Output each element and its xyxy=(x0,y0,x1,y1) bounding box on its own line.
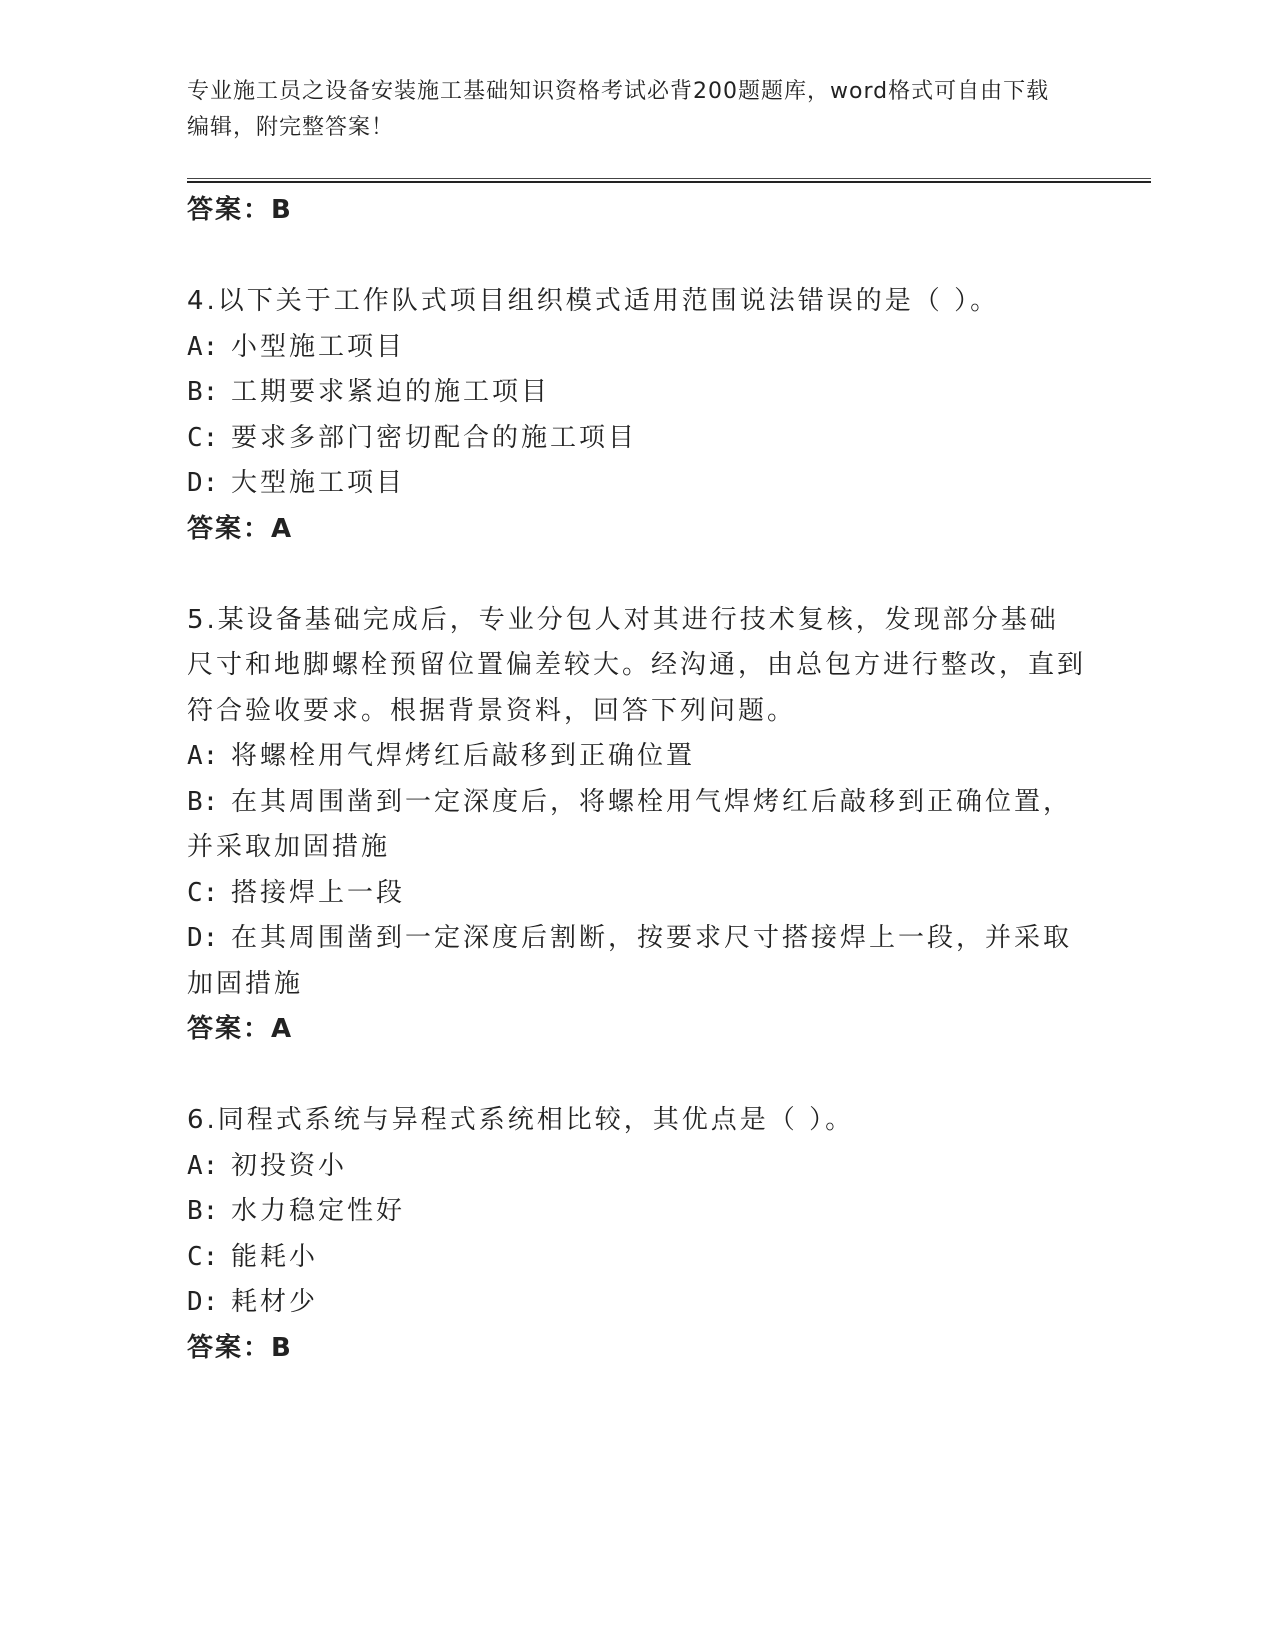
question-stem: 6.同程式系统与异程式系统相比较，其优点是（ ）。 xyxy=(187,1105,855,1135)
option-label: D: xyxy=(187,923,219,953)
option-text: 在其周围凿到一定深度后割断，按要求尺寸搭接焊上一段，并采取加固措施 xyxy=(187,923,1073,999)
option-b xyxy=(187,370,1087,416)
previous-answer: 答案：B xyxy=(187,195,293,225)
option-c xyxy=(187,1235,1087,1281)
option-b xyxy=(187,1189,1087,1235)
option-text: 水力稳定性好 xyxy=(231,1196,406,1226)
option-text: 搭接焊上一段 xyxy=(231,877,406,908)
option-text: 能耗小 xyxy=(231,1241,319,1272)
option-label: C: xyxy=(187,1241,219,1272)
option-c xyxy=(187,871,1087,917)
option-a xyxy=(187,325,1087,371)
option-text: 要求多部门密切配合的施工项目 xyxy=(231,422,638,453)
option-label: A: xyxy=(187,331,219,362)
option-label: D: xyxy=(187,1287,219,1317)
question-list xyxy=(187,188,1087,1371)
spacer xyxy=(187,552,1087,598)
question-block-5 xyxy=(187,598,1087,1053)
option-text: 在其周围凿到一定深度后，将螺栓用气焊烤红后敲移到正确位置，并采取加固措施 xyxy=(187,786,1073,862)
option-label: A: xyxy=(187,741,219,771)
answer: 答案：A xyxy=(187,513,294,544)
header-text: 专业施工员之设备安装施工基础知识资格考试必背200题题库，word格式可自由下载编辑，附完整答案！ xyxy=(187,79,1050,140)
option-label: C: xyxy=(187,877,219,908)
option-label: C: xyxy=(187,422,219,453)
option-d xyxy=(187,461,1087,507)
document-header xyxy=(187,74,1067,146)
option-text: 工期要求紧迫的施工项目 xyxy=(231,377,551,407)
option-label: D: xyxy=(187,468,219,498)
question-block-6 xyxy=(187,1098,1087,1371)
question-stem: 5.某设备基础完成后，专业分包人对其进行技术复核，发现部分基础尺寸和地脚螺栓预留位置偏差较大。经沟通，由总包方进行整改，直到符合验收要求。根据背景资料，回答下列问题。 xyxy=(187,604,1087,726)
option-c xyxy=(187,416,1087,462)
option-label: B: xyxy=(187,1196,219,1226)
answer: 答案：B xyxy=(187,1332,293,1363)
option-text: 初投资小 xyxy=(231,1150,348,1181)
option-label: B: xyxy=(187,377,219,407)
option-text: 将螺栓用气焊烤红后敲移到正确位置 xyxy=(231,741,696,771)
spacer xyxy=(187,1053,1087,1099)
answer: 答案：A xyxy=(187,1014,294,1044)
option-label: A: xyxy=(187,1150,219,1181)
option-d xyxy=(187,916,1087,1007)
option-a xyxy=(187,1144,1087,1190)
option-label: B: xyxy=(187,786,219,817)
option-b xyxy=(187,780,1087,871)
spacer xyxy=(187,234,1087,280)
header-divider-thick xyxy=(187,181,1151,183)
option-text: 小型施工项目 xyxy=(231,331,406,362)
header-divider-thin xyxy=(187,178,1151,179)
option-text: 耗材少 xyxy=(231,1287,319,1317)
question-block-4 xyxy=(187,279,1087,552)
question-stem: 4.以下关于工作队式项目组织模式适用范围说法错误的是（ ）。 xyxy=(187,286,1000,316)
option-d xyxy=(187,1280,1087,1326)
option-a xyxy=(187,734,1087,780)
option-text: 大型施工项目 xyxy=(231,468,406,498)
